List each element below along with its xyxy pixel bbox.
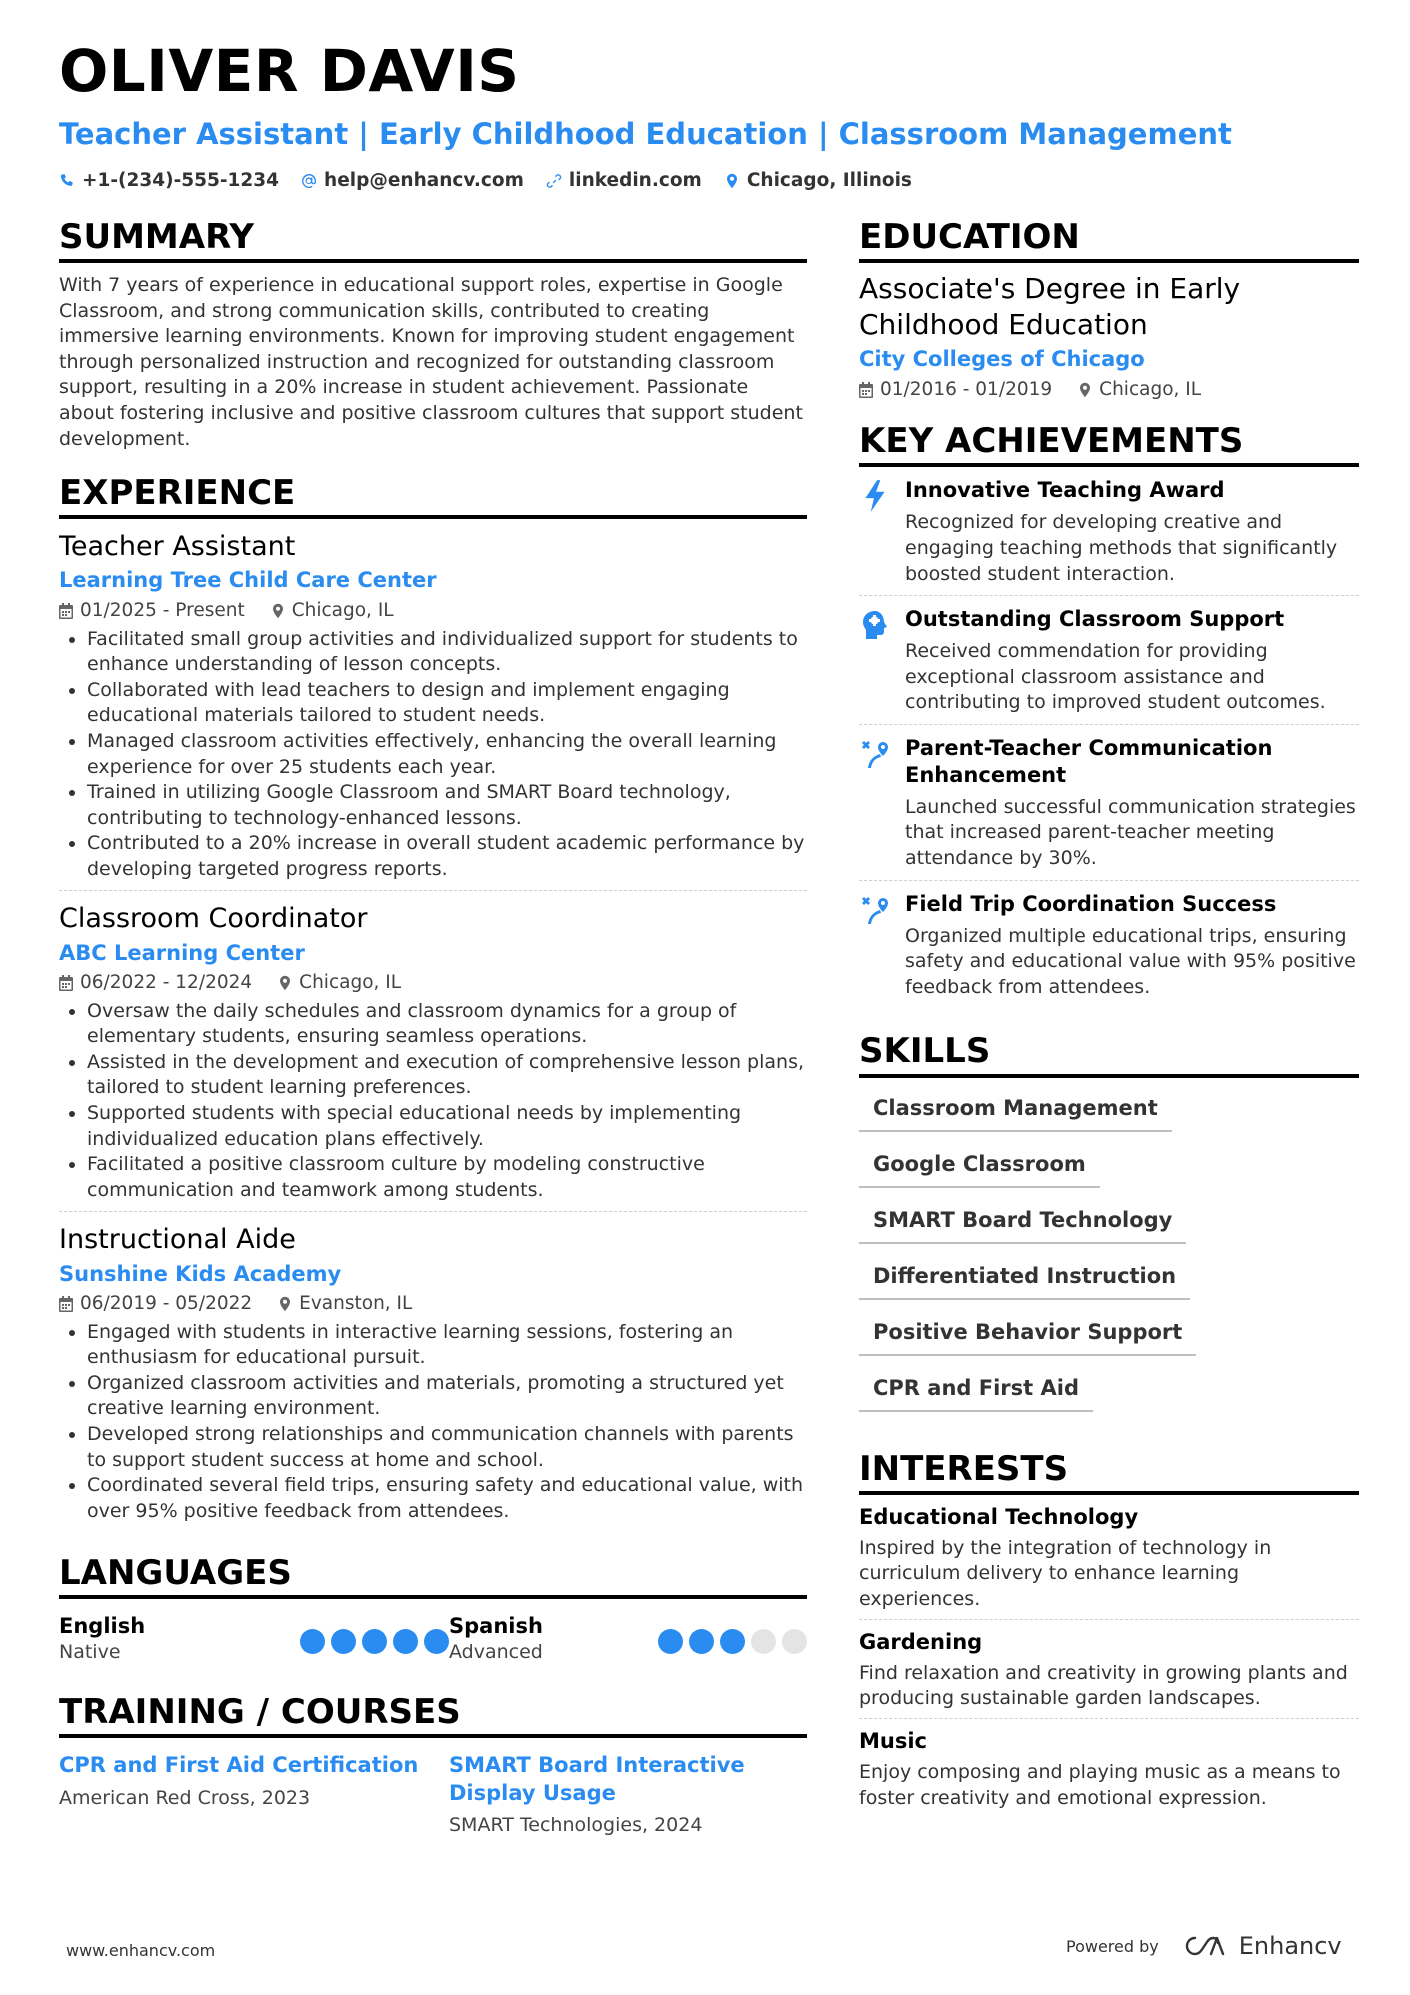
at-icon [301, 173, 317, 189]
language-item [449, 1613, 807, 1665]
linkedin-text: linkedin.com [568, 170, 702, 191]
bullet-item: • Contributed to a 20% increase in overall student academic performance by developing targeted progress reports. [87, 831, 807, 882]
language-info [59, 1613, 145, 1665]
job-dates [59, 969, 252, 997]
contact-bar [59, 170, 912, 191]
education-location-text: Chicago, IL [1099, 379, 1202, 401]
calendar-icon [59, 603, 73, 619]
education-location [1078, 376, 1201, 404]
location-pin-icon [724, 173, 740, 189]
bullet-item: • Facilitated a positive classroom culture by modeling constructive communication and teamwork among students. [87, 1152, 807, 1203]
contact-linkedin[interactable] [546, 170, 702, 191]
bullet-item: • Trained in utilizing Google Classroom and SMART Board technology, contributing to technology-enhanced lessons. [87, 780, 807, 831]
language-level: Advanced [449, 1640, 543, 1663]
bullet-item: • Supported students with special educational needs by implementing individualized education plans effectively. [87, 1101, 807, 1152]
job-bullets [59, 1320, 807, 1525]
skill-row [859, 1146, 1359, 1202]
bullet-item: • Organized classroom activities and materials, promoting a structured yet creative learning environment. [87, 1371, 807, 1422]
job-meta [59, 597, 807, 625]
phone-icon [59, 173, 75, 189]
achievement-description: Recognized for developing creative and engaging teaching methods that significantly boosted student interaction. [905, 511, 1338, 585]
location-text: Chicago, Illinois [746, 170, 912, 191]
location-pin-icon [1078, 382, 1092, 398]
rating-dot [393, 1629, 418, 1654]
job-location [278, 1290, 412, 1318]
interests-heading: INTERESTS [859, 1450, 1359, 1495]
job-title: Instructional Aide [59, 1224, 296, 1256]
job-location [271, 597, 394, 625]
language-name: Spanish [449, 1614, 543, 1639]
job-dates [59, 597, 245, 625]
language-level: Native [59, 1640, 121, 1663]
interest-item [859, 1620, 1359, 1719]
job-title: Classroom Coordinator [59, 903, 368, 935]
achievement-title: Innovative Teaching Award [905, 478, 1225, 503]
achievement-description: Organized multiple educational trips, ensuring safety and educational value with 95% positive feedback from attendees. [905, 924, 1356, 998]
language-item [59, 1613, 449, 1665]
achievement-title: Outstanding Classroom Support [905, 607, 1285, 632]
skill-row [859, 1202, 1359, 1258]
experience-list [59, 529, 807, 1532]
course-item [449, 1752, 807, 1839]
footer-website[interactable]: www.enhancv.com [66, 1941, 216, 1960]
rating-dot [720, 1629, 745, 1654]
job-meta [59, 1290, 807, 1318]
languages-list [59, 1613, 807, 1665]
job-dates-text: 01/2025 - Present [80, 599, 245, 621]
skill-tag: Differentiated Instruction [859, 1258, 1190, 1300]
location-pin-icon [278, 975, 292, 991]
rating-dot [300, 1629, 325, 1654]
job-dates-text: 06/2019 - 05/2022 [80, 1292, 253, 1314]
interest-title: Educational Technology [859, 1504, 1139, 1529]
achievement-title: Parent-Teacher Communication Enhancement [905, 735, 1273, 787]
achievements-heading: KEY ACHIEVEMENTS [859, 422, 1359, 467]
experience-item [59, 901, 807, 1212]
job-dates [59, 1290, 252, 1318]
email-text: help@enhancv.com [324, 170, 524, 191]
course-title[interactable]: CPR and First Aid Certification [59, 1753, 419, 1778]
bullet-item: • Collaborated with lead teachers to design and implement engaging educational materials tailored to student needs. [87, 678, 807, 729]
right-column [859, 218, 1359, 1817]
lightning-icon [859, 477, 891, 587]
achievement-body [905, 891, 1359, 1001]
job-location [278, 969, 401, 997]
skill-row [859, 1258, 1359, 1314]
education-meta [859, 376, 1359, 404]
interest-description: Inspired by the integration of technology in curriculum delivery to enhance learning experiences. [859, 1536, 1272, 1611]
experience-item [59, 529, 807, 891]
head-icon [859, 606, 891, 716]
achievement-item [859, 881, 1359, 1009]
bullet-item: • Managed classroom activities effectively, enhancing the overall learning experience for over 25 students each year. [87, 729, 807, 780]
experience-item [59, 1222, 807, 1532]
achievement-body [905, 735, 1359, 872]
bullet-item: • Engaged with students in interactive learning sessions, fostering an enthusiasm for educational pursuit. [87, 1320, 807, 1371]
job-title: Teacher Assistant [59, 531, 296, 563]
route-icon [859, 891, 891, 1001]
bullet-item: • Developed strong relationships and communication channels with parents to support student success at home and school. [87, 1422, 807, 1473]
bullet-item: • Oversaw the daily schedules and classroom dynamics for a group of elementary students, ensuring seamless operations. [87, 999, 807, 1050]
achievement-item [859, 725, 1359, 881]
rating-dot [782, 1629, 807, 1654]
skills-list [859, 1090, 1359, 1426]
interest-title: Music [859, 1728, 927, 1753]
achievement-description: Launched successful communication strategies that increased parent-teacher meeting attendance by 30%. [905, 795, 1356, 870]
brand-name: Enhancv [1238, 1932, 1342, 1960]
education-dates-text: 01/2016 - 01/2019 [880, 379, 1053, 401]
interest-item [859, 1719, 1359, 1817]
calendar-icon [59, 1296, 73, 1312]
skill-row [859, 1370, 1359, 1426]
bullet-item: • Facilitated small group activities and individualized support for students to enhance understanding of lesson concepts. [87, 627, 807, 678]
location-pin-icon [278, 1296, 292, 1312]
skill-row [859, 1090, 1359, 1146]
job-location-text: Chicago, IL [291, 599, 394, 621]
language-info [449, 1613, 543, 1665]
location-pin-icon [271, 603, 285, 619]
achievement-body [905, 477, 1359, 587]
bullet-item: • Coordinated several field trips, ensuring safety and educational value, with over 95% positive feedback from attendees. [87, 1473, 807, 1524]
achievement-body [905, 606, 1359, 716]
achievement-item [859, 467, 1359, 596]
rating-dot [751, 1629, 776, 1654]
skill-tag: Positive Behavior Support [859, 1314, 1196, 1356]
job-bullets [59, 627, 807, 883]
contact-phone[interactable] [59, 170, 279, 191]
language-rating [658, 1629, 807, 1654]
brand-logo[interactable] [1185, 1932, 1342, 1960]
company-name[interactable]: Sunshine Kids Academy [59, 1261, 342, 1286]
languages-heading: LANGUAGES [59, 1554, 807, 1599]
achievement-item [859, 596, 1359, 725]
rating-dot [331, 1629, 356, 1654]
language-rating [300, 1629, 449, 1654]
courses-heading: TRAINING / COURSES [59, 1693, 807, 1738]
skill-tag: SMART Board Technology [859, 1202, 1186, 1244]
phone-text: +1-(234)-555-1234 [82, 170, 280, 191]
course-item [59, 1752, 449, 1839]
rating-dot [362, 1629, 387, 1654]
skills-heading: SKILLS [859, 1032, 1359, 1077]
courses-list [59, 1752, 807, 1839]
interest-title: Gardening [859, 1629, 983, 1654]
job-bullets [59, 999, 807, 1204]
course-title[interactable]: SMART Board Interactive Display Usage [449, 1753, 745, 1805]
achievement-title: Field Trip Coordination Success [905, 891, 1277, 916]
language-name: English [59, 1614, 146, 1639]
powered-by-text: Powered by [1066, 1936, 1159, 1956]
calendar-icon [859, 382, 873, 398]
course-provider: SMART Technologies, 2024 [449, 1814, 703, 1837]
link-icon [546, 173, 562, 189]
education-degree: Associate's Degree in Early Childhood Education [859, 272, 1241, 342]
interest-description: Find relaxation and creativity in growing plants and producing sustainable garden landscapes. [859, 1661, 1348, 1710]
experience-heading: EXPERIENCE [59, 474, 807, 519]
skill-tag: CPR and First Aid [859, 1370, 1093, 1412]
skill-tag: Google Classroom [859, 1146, 1100, 1188]
contact-email[interactable] [301, 170, 524, 191]
enhancv-logo-icon [1185, 1934, 1229, 1958]
company-name[interactable]: Learning Tree Child Care Center [59, 568, 437, 593]
job-dates-text: 06/2022 - 12/2024 [80, 971, 253, 993]
achievements-list [859, 467, 1359, 1008]
footer-branding [1066, 1932, 1342, 1960]
company-name[interactable]: ABC Learning Center [59, 940, 305, 965]
rating-dot [658, 1629, 683, 1654]
bullet-item: • Assisted in the development and execution of comprehensive lesson plans, tailored to student learning preferences. [87, 1050, 807, 1101]
interest-description: Enjoy composing and playing music as a means to foster creativity and emotional expression. [859, 1761, 1341, 1809]
interest-item [859, 1495, 1359, 1620]
headline: Teacher Assistant | Early Childhood Education | Classroom Management [59, 117, 1232, 151]
contact-location [724, 170, 912, 191]
candidate-name: OLIVER DAVIS [59, 37, 520, 105]
education-school: City Colleges of Chicago [859, 347, 1145, 372]
course-provider: American Red Cross, 2023 [59, 1786, 311, 1809]
route-icon [859, 735, 891, 872]
job-meta [59, 969, 807, 997]
achievement-description: Received commendation for providing exceptional classroom assistance and contributing to improved student outcomes. [905, 640, 1326, 714]
left-column [59, 218, 807, 1840]
calendar-icon [59, 975, 73, 991]
interests-list [859, 1495, 1359, 1818]
education-heading: EDUCATION [859, 218, 1359, 263]
job-location-text: Chicago, IL [299, 971, 402, 993]
summary-text: With 7 years of experience in educational support roles, expertise in Google Classroom, and strong communication skills, contributed to creating immersive learning environments. Known for improving student engagement through personalized instruction and recognized for outstanding classroom support, resulting in a 20% increase in student achievement. Passionate about fostering inclusive and positive classroom cultures that support student development. [59, 274, 803, 450]
job-location-text: Evanston, IL [299, 1292, 413, 1314]
rating-dot [424, 1629, 449, 1654]
education-dates [859, 376, 1052, 404]
skill-tag: Classroom Management [859, 1090, 1172, 1132]
summary-heading: SUMMARY [59, 218, 807, 263]
rating-dot [689, 1629, 714, 1654]
skill-row [859, 1314, 1359, 1370]
